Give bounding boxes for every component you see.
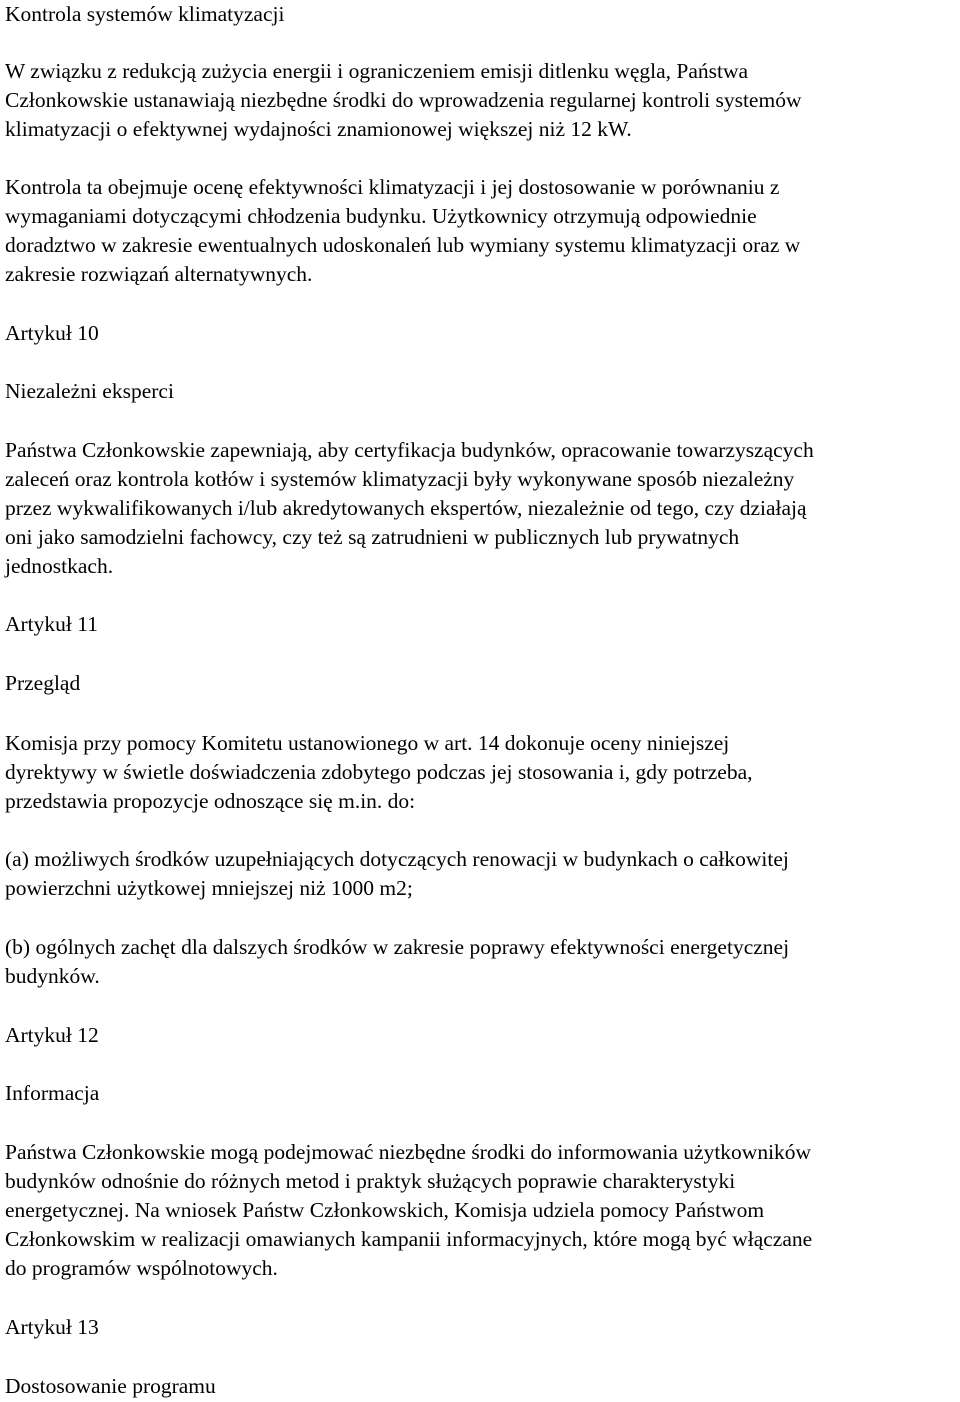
- text-line: wymaganiami dotyczącymi chłodzenia budynku. Użytkownicy otrzymują odpowiednie: [5, 204, 757, 228]
- text-line: przez wykwalifikowanych i/lub akredytowanych ekspertów, niezależnie od tego, czy działają: [5, 496, 807, 520]
- text-line: Członkowskim w realizacji omawianych kampanii informacyjnych, które mogą być włączane: [5, 1227, 813, 1251]
- article-11-item-a: [5, 845, 957, 903]
- text-line: zaleceń oraz kontrola kotłów i systemów klimatyzacji były wykonywane sposób niezależny: [5, 467, 795, 491]
- text-line: doradztwo w zakresie ewentualnych udoskonaleń lub wymiany systemu klimatyzacji oraz w: [5, 233, 801, 257]
- text-line: W związku z redukcją zużycia energii i ograniczeniem emisji ditlenku węgla, Państwa: [5, 59, 749, 83]
- text-line: dyrektywy w świetle doświadczenia zdobytego podczas jej stosowania i, gdy potrzeba,: [5, 760, 753, 784]
- paragraph-1: [5, 57, 957, 144]
- text-line: Państwa Członkowskie zapewniają, aby certyfikacja budynków, opracowanie towarzyszących: [5, 438, 814, 462]
- section-title: Kontrola systemów klimatyzacji: [5, 2, 285, 26]
- text-line: Kontrola ta obejmuje ocenę efektywności klimatyzacji i jej dostosowanie w porównaniu z: [5, 175, 780, 199]
- article-12-title: Informacja: [5, 1081, 100, 1105]
- text-line: klimatyzacji o efektywnej wydajności znamionowej większej niż 12 kW.: [5, 117, 632, 141]
- article-11-title: Przegląd: [5, 671, 81, 695]
- article-11-heading: Artykuł 11: [5, 612, 98, 636]
- text-line: energetycznej. Na wniosek Państw Członkowskich, Komisja udziela pomocy Państwom: [5, 1198, 765, 1222]
- article-11-paragraph: [5, 729, 957, 816]
- text-line: Państwa Członkowskie mogą podejmować niezbędne środki do informowania użytkowników: [5, 1140, 812, 1164]
- text-line: Komisja przy pomocy Komitetu ustanowionego w art. 14 dokonuje oceny niniejszej: [5, 731, 730, 755]
- text-line: budynków.: [5, 964, 100, 988]
- text-line: budynków odnośnie do różnych metod i praktyk służących poprawie charakterystyki: [5, 1169, 736, 1193]
- article-12-paragraph: [5, 1138, 957, 1283]
- text-line: (a) możliwych środków uzupełniających dotyczących renowacji w budynkach o całkowitej: [5, 847, 789, 871]
- article-10-title: Niezależni eksperci: [5, 379, 174, 403]
- article-10-heading: Artykuł 10: [5, 321, 99, 345]
- text-line: powierzchni użytkowej mniejszej niż 1000 m2;: [5, 876, 413, 900]
- text-line: jednostkach.: [5, 554, 114, 578]
- text-line: (b) ogólnych zachęt dla dalszych środków w zakresie poprawy efektywności energetycznej: [5, 935, 790, 959]
- paragraph-2: [5, 173, 957, 289]
- text-line: oni jako samodzielni fachowcy, czy też są zatrudnieni w publicznych lub prywatnych: [5, 525, 740, 549]
- text-line: przedstawia propozycje odnoszące się m.in. do:: [5, 789, 416, 813]
- article-10-paragraph: [5, 436, 957, 581]
- article-13-heading: Artykuł 13: [5, 1315, 99, 1339]
- article-11-item-b: [5, 933, 957, 991]
- article-13-title: Dostosowanie programu: [5, 1374, 216, 1398]
- text-line: Członkowskie ustanawiają niezbędne środki do wprowadzenia regularnej kontroli systemów: [5, 88, 802, 112]
- text-line: zakresie rozwiązań alternatywnych.: [5, 262, 313, 286]
- text-line: do programów wspólnotowych.: [5, 1256, 278, 1280]
- article-12-heading: Artykuł 12: [5, 1023, 99, 1047]
